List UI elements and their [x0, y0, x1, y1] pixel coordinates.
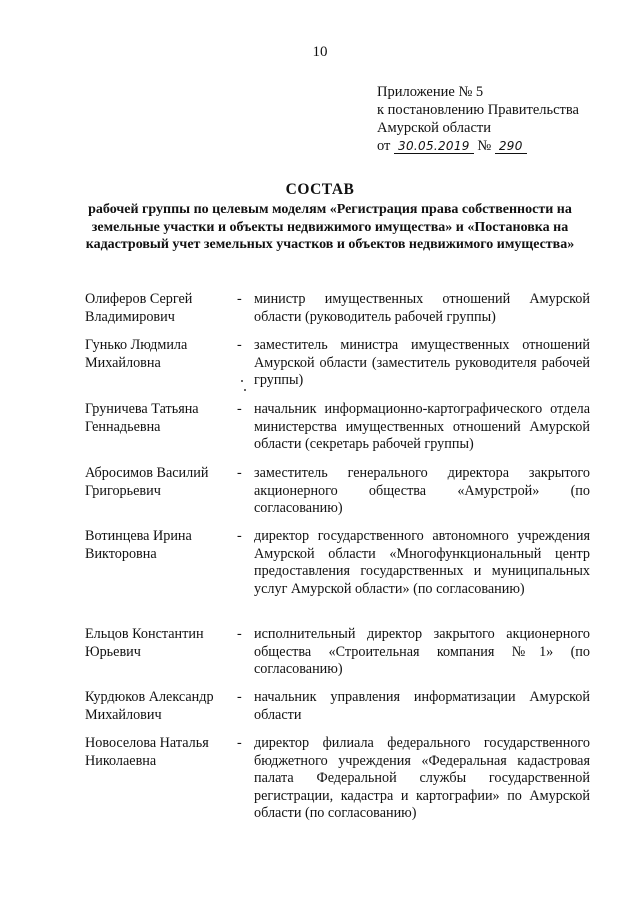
member-dash: - — [237, 735, 242, 751]
member-name: Гунько Людмила Михайловна — [85, 337, 188, 371]
member-dash: - — [237, 626, 242, 642]
member-role: директор филиала федерального государственного бюджетного учреждения «Федеральная кадастровая палата Федеральной службы государственной регистрации, кадастра и картографии» по Амурской области (по согласованию) — [254, 735, 590, 821]
number-prefix: № — [477, 138, 492, 154]
member-dash: - — [237, 337, 242, 353]
member-row — [85, 291, 590, 337]
appendix-block — [377, 83, 579, 155]
member-row — [85, 735, 590, 847]
member-row — [85, 401, 590, 465]
member-name: Груничева Татьяна Геннадьевна — [85, 401, 199, 435]
date-value: 30.05.2019 — [394, 139, 474, 154]
member-role: заместитель министра имущественных отношений Амурской области (заместитель руководителя рабочей группы) — [254, 337, 590, 388]
member-name: Курдюков Александр Михайлович — [85, 689, 214, 723]
date-prefix: от — [377, 138, 391, 154]
member-name: Вотинцева Ирина Викторовна — [85, 528, 192, 562]
appendix-date-line — [377, 137, 579, 155]
member-name: Новоселова Наталья Николаевна — [85, 735, 209, 769]
member-row — [85, 689, 590, 735]
member-role: начальник информационно-картографического отдела министерства имущественных отношений Амурской области (секретарь рабочей группы) — [254, 401, 590, 452]
members-list — [85, 291, 590, 847]
appendix-line-2: к постановлению Правительства — [377, 102, 579, 118]
appendix-line-1: Приложение № 5 — [377, 84, 484, 100]
member-role: заместитель генерального директора закрытого акционерного общества «Амурстрой» (по согласованию) — [254, 465, 590, 516]
member-row — [85, 465, 590, 528]
member-role: министр имущественных отношений Амурской области (руководитель рабочей группы) — [254, 291, 590, 325]
member-dash: - — [237, 291, 242, 307]
member-role: директор государственного автономного учреждения Амурской области «Многофункциональный центр предоставления государственных и муниципальных услуг Амурской области» (по согласованию) — [254, 528, 590, 597]
appendix-line-3: Амурской области — [377, 120, 491, 136]
document-subtitle: рабочей группы по целевым моделям «Регистрация права собственности на земельные участки и объекты недвижимого имущества» и «Постановка на кадастровый учет земельных участков и объектов недвижимого имущества» — [85, 202, 575, 252]
member-dash: - — [237, 401, 242, 417]
member-role: начальник управления информатизации Амурской области — [254, 689, 590, 723]
member-name: Олиферов Сергей Владимирович — [85, 291, 193, 325]
member-row — [85, 337, 590, 401]
member-name: Ельцов Константин Юрьевич — [85, 626, 204, 660]
member-dash: - — [237, 465, 242, 481]
member-row — [85, 528, 590, 626]
member-name: Абросимов Василий Григорьевич — [85, 465, 209, 499]
member-row — [85, 626, 590, 689]
member-dash: - — [237, 689, 242, 705]
number-value: 290 — [495, 139, 527, 154]
scan-speck — [244, 389, 246, 391]
document-title: СОСТАВ — [285, 181, 355, 198]
page-number: 10 — [312, 44, 328, 60]
member-role: исполнительный директор закрытого акционерного общества «Строительная компания №1» (по согласованию) — [254, 626, 590, 677]
member-dash: - — [237, 528, 242, 544]
scan-speck — [241, 380, 243, 382]
